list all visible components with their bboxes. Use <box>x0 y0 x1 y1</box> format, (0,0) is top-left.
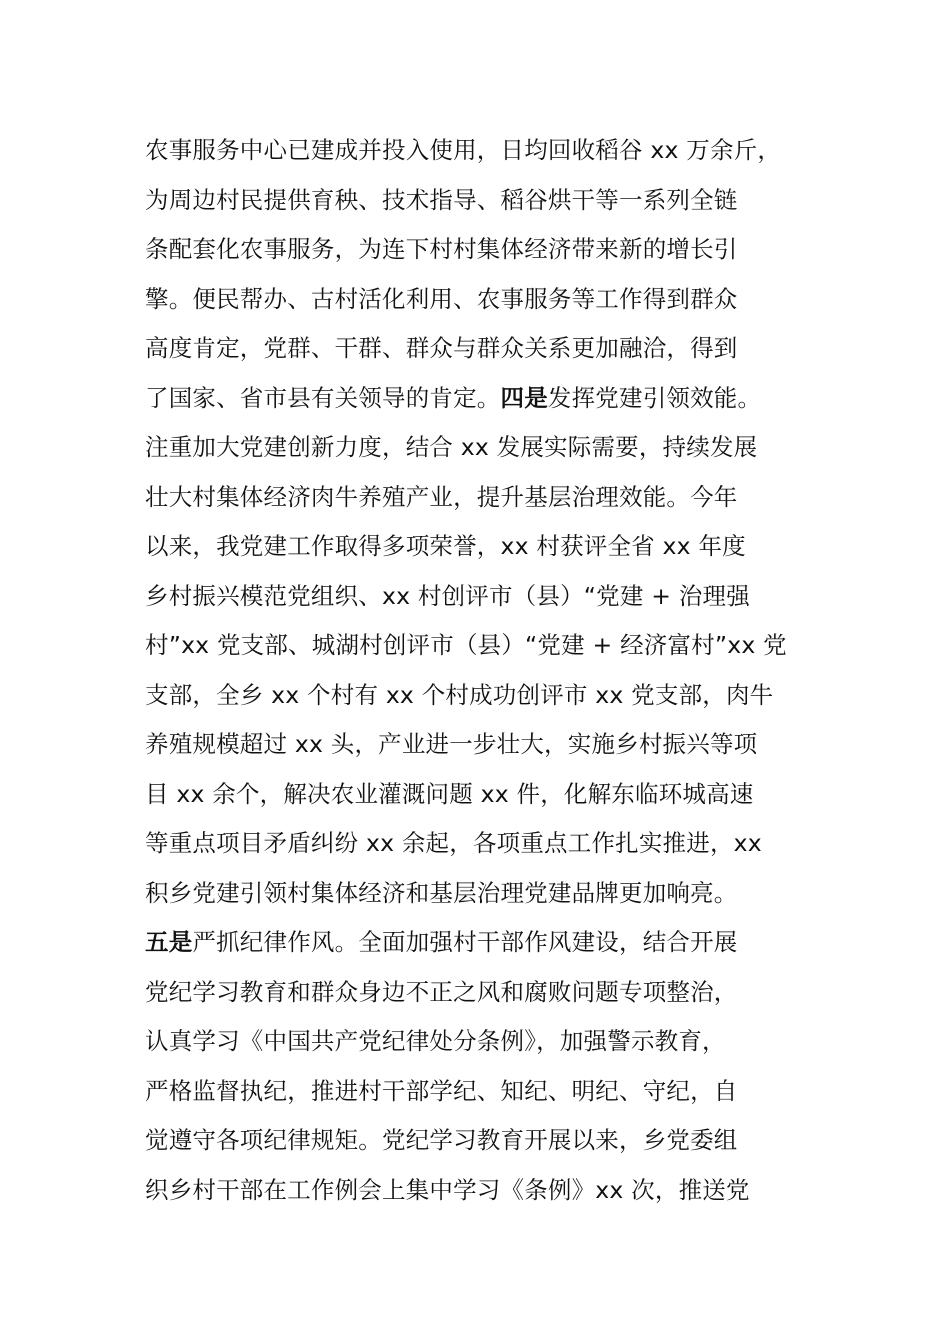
text-segment: 觉遵守各项纪律规矩。党纪学习教育开展以来，乡党委组 <box>145 1126 738 1154</box>
text-line <box>145 176 845 226</box>
text-segment: 条配套化农事服务，为连下村村集体经济带来新的增长引 <box>145 235 738 263</box>
bold-lead-text: 五是 <box>145 928 193 956</box>
text-line <box>145 324 845 374</box>
text-segment: 支部，全乡 xx 个村有 xx 个村成功创评市 xx 党支部，肉牛 <box>145 680 774 709</box>
text-line <box>145 1017 845 1067</box>
text-segment: 发挥党建引领效能。 <box>547 383 762 412</box>
text-line <box>145 621 845 671</box>
text-segment: 积乡党建引领村集体经济和基层治理党建品牌更加响亮。 <box>145 878 738 907</box>
text-line <box>145 374 845 424</box>
text-line <box>145 968 845 1018</box>
text-segment: 养殖规模超过 xx 头，产业进一步壮大，实施乡村振兴等项 <box>145 730 758 758</box>
text-segment: 了国家、省市县有关领导的肯定。 <box>145 383 501 412</box>
text-segment: 村”xx 党支部、城湖村创评市（县）“党建 + 经济富村”xx 党 <box>145 631 787 659</box>
text-segment: 高度肯定，党群、干群、群众与群众关系更加融洽，得到 <box>145 334 738 362</box>
text-segment: 严格监督执纪，推进村干部学纪、知纪、明纪、守纪，自 <box>145 1076 738 1105</box>
text-line <box>145 126 845 176</box>
text-segment: 目 xx 余个，解决农业灌溉问题 xx 件，化解东临环城高速 <box>145 779 754 808</box>
text-line <box>145 720 845 770</box>
bold-lead-text: 四是 <box>500 383 548 412</box>
text-segment: 为周边村民提供育秧、技术指导、稻谷烘干等一系列全链 <box>145 185 738 214</box>
body-text <box>145 126 845 1215</box>
text-segment: 擎。便民帮办、古村活化利用、农事服务等工作得到群众 <box>145 284 738 313</box>
text-line <box>145 473 845 523</box>
text-segment: 农事服务中心已建成并投入使用，日均回收稻谷 xx 万余斤， <box>145 136 782 164</box>
text-line <box>145 918 845 968</box>
text-segment: 党纪学习教育和群众身边不正之风和腐败问题专项整治， <box>145 977 738 1006</box>
text-segment: 壮大村集体经济肉牛养殖产业，提升基层治理效能。今年 <box>145 482 738 511</box>
text-line <box>145 819 845 869</box>
text-line <box>145 671 845 721</box>
text-segment: 严抓纪律作风。全面加强村干部作风建设，结合开展 <box>192 928 738 956</box>
text-line <box>145 1166 845 1216</box>
text-line <box>145 1067 845 1117</box>
text-line <box>145 572 845 622</box>
text-line <box>145 869 845 919</box>
text-line <box>145 225 845 275</box>
text-line <box>145 275 845 325</box>
text-segment: 等重点项目矛盾纠纷 xx 余起，各项重点工作扎实推进，xx <box>145 829 762 857</box>
text-segment: 注重加大党建创新力度，结合 xx 发展实际需要，持续发展 <box>145 433 758 461</box>
text-segment: 织乡村干部在工作例会上集中学习《条例》xx 次，推送党 <box>145 1175 750 1204</box>
text-segment: 以来，我党建工作取得多项荣誉，xx 村获评全省 xx 年度 <box>145 532 746 560</box>
text-line <box>145 423 845 473</box>
text-segment: 乡村振兴模范党组织、xx 村创评市（县）“党建 + 治理强 <box>145 581 750 610</box>
text-line <box>145 770 845 820</box>
text-segment: 认真学习《中国共产党纪律处分条例》，加强警示教育， <box>145 1027 726 1055</box>
text-line <box>145 1116 845 1166</box>
text-line <box>145 522 845 572</box>
